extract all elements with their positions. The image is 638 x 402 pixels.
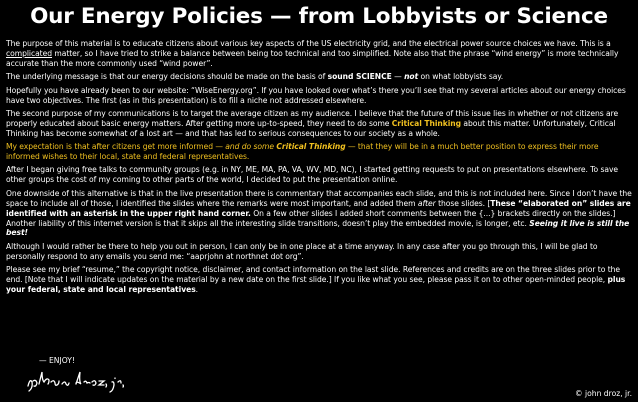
bold-text: sound SCIENCE xyxy=(327,72,392,82)
bold-italic-text: Seeing it live is still the best! xyxy=(6,218,630,238)
italic-text: and do some xyxy=(225,142,274,152)
text-segment: on what lobbyists say. xyxy=(418,72,504,82)
enjoy-text: — ENJOY! xyxy=(39,356,75,365)
paragraph-free-talks: After I began giving free talks to community groups (e.g. in NY, ME, MA, PA, VA, WV, MD, NC), I started getting requests to put on presentations elsewhere. To save other groups the cost of my coming to other parts of the world, I decided to put the presentation online. xyxy=(6,165,619,185)
paragraph-purpose xyxy=(6,39,634,69)
paragraph-resume xyxy=(6,265,634,295)
bold-text: These “elaborated on” slides are identified with an asterisk in the upper right hand corner. xyxy=(6,198,631,218)
paragraph-website: Hopefully you have already been to our website: “WiseEnergy.org”. If you have looked over what’s there you’ll see that my several articles about our energy choices have two objectives. The first (as in this presentation) is to fill a niche not addressed elsewhere. xyxy=(6,85,626,105)
paragraph-downside xyxy=(6,189,634,239)
paragraph-second-purpose xyxy=(6,109,634,139)
highlight-text: Critical Thinking xyxy=(391,118,462,128)
page-title: Our Energy Policies — from Lobbyists or Science xyxy=(30,4,608,29)
text-segment: The purpose of this material is to educate citizens about various key aspects of the US electricity grid, and the electrical power source choices we have. This is a xyxy=(6,39,611,48)
underlined-text: complicated xyxy=(6,48,53,58)
italic-text: after xyxy=(417,198,436,208)
signature xyxy=(24,366,124,396)
bold-text: plus your federal, state and local representatives xyxy=(6,275,626,294)
body-text xyxy=(6,39,634,298)
bold-italic-text: not xyxy=(404,72,419,82)
text-segment: — xyxy=(391,72,405,82)
text-segment: those slides. [ xyxy=(435,198,491,208)
text-segment: — that they will be in a much better position to express their more informed wishes to their local, state and federal representatives. xyxy=(6,142,599,162)
text-segment: One downside of this alternative is that in the live presentation there is commentary that accompanies each slide, and this is not included here. Since I don’t have the space to include all of those, I identified the slides where the remarks were most important, and added them xyxy=(6,188,632,208)
bold-italic-text: Critical Thinking xyxy=(276,142,346,152)
text-segment: On a few other slides I added short comments between the {...} brackets directly on the slides.] Another liability of this internet version is that it skips all the interesting slide transitions, doesn’t play the embedded movie, is longer, etc. xyxy=(6,208,616,228)
text-segment: The underlying message is that our energy decisions should be made on the basis of xyxy=(6,72,328,82)
text-segment: matter, so I have tried to strike a balance between being too technical and too simplified. Note also that the phrase “wind energy” is more technically accurate than the more commonly used “wind power”. xyxy=(6,48,619,68)
paragraph-contact: Although I would rather be there to help you out in person, I can only be in one place at a time anyway. In any case after you go through this, I will be glad to personally respond to any emails you send me: “aaprjohn at northnet dot org”. xyxy=(6,241,598,261)
copyright-notice: © john droz, jr. xyxy=(575,389,632,398)
paragraph-message xyxy=(6,72,634,82)
text-segment: about this matter. Unfortunately, Critical Thinking has become somewhat of a lost art — and that has led to serious consequences to our society as a whole. xyxy=(6,118,616,138)
paragraph-expectation xyxy=(6,142,634,162)
text-segment: . xyxy=(195,284,199,294)
text-segment: Please see my brief “resume,” the copyright notice, disclaimer, and contact information on the last slide. References and credits are on the three slides prior to the end. [Note that I will indicate updates on the material by a new date on the first slide.] If you like what you see, please pass it on to other open-minded people, xyxy=(6,265,621,285)
text-segment: My expectation is that after citizens get more informed — xyxy=(6,142,226,152)
text-segment: The second purpose of my communications is to target the average citizen as my audience. I believe that the future of this issue lies in whether or not citizens are properly educated about basic energy matters. After getting more up-to-speed, they need to do some xyxy=(6,108,619,128)
